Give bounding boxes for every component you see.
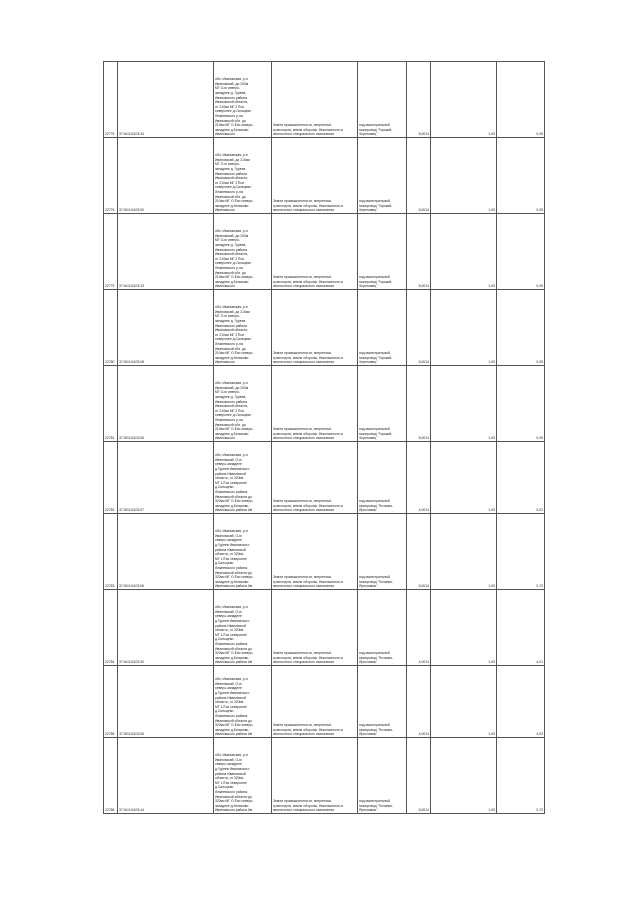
permitted-use-cell xyxy=(358,442,407,514)
row-number-cell: 22779 xyxy=(104,214,118,290)
address-cell-line: Ивановского района xyxy=(215,247,248,252)
address-cell-line: Лежневского р-на xyxy=(215,114,243,119)
address-cell-line: Лежневского района xyxy=(215,490,248,495)
cadastral-number-cell: 37:05:011103:06 xyxy=(118,514,214,590)
row-number-cell: 22786 xyxy=(104,738,118,814)
address-cell-line: Лежневского р-на xyxy=(215,266,243,271)
row-number-cell: 22782 xyxy=(104,442,118,514)
permitted-use-cell-line: газопровод "Починки- xyxy=(359,803,394,808)
permitted-use-cell-line: Череповец" xyxy=(359,436,378,441)
land-category-cell-line: транспорта, земли обороны, безопасности и xyxy=(273,655,344,660)
permitted-use-cell xyxy=(358,590,407,666)
coefficient-cell: 1,00 xyxy=(431,738,497,814)
coefficient-cell: 1,00 xyxy=(431,666,497,738)
address-cell-line: Лежневского р-на xyxy=(215,342,243,347)
address-cell-line: западнее д.Бельково xyxy=(215,579,249,584)
area-cell: 8,0014 xyxy=(407,290,431,366)
address-cell-line: обл. Ивановская, р-н xyxy=(215,677,248,682)
land-category-cell xyxy=(272,366,358,442)
land-category-cell-line: земли иного специального назначения xyxy=(273,584,335,589)
address-cell-line: Ивановский, до 200м xyxy=(215,81,249,86)
value-cell: 0,05 xyxy=(497,214,545,290)
address-cell-line: д.Сильцево xyxy=(215,785,234,790)
address-cell-line: западнее д.Бельково xyxy=(215,655,249,660)
land-category-cell-line: земли иного специального назначения xyxy=(273,508,335,513)
address-cell-line: северо-западнее xyxy=(215,538,242,543)
land-category-cell-line: транспорта, земли обороны, безопасности и xyxy=(273,127,344,132)
address-cell-line: обл. Ивановская, р-н xyxy=(215,453,248,458)
address-cell-line: Ивановского xyxy=(215,360,235,365)
cadastral-number-cell: 37:05:011103:08 xyxy=(118,290,214,366)
address-cell-line: западнее д.Бельково xyxy=(215,127,249,132)
permitted-use-cell-line: газопровод "Починки- xyxy=(359,503,394,508)
value-cell: 0,72 xyxy=(497,514,545,590)
land-category-cell-line: транспорта, земли обороны, безопасности и xyxy=(273,803,344,808)
area-cell: 8,0014 xyxy=(407,62,431,138)
permitted-use-cell-line: под магистральный xyxy=(359,199,390,204)
permitted-use-cell-line: Череповец" xyxy=(359,360,378,365)
permitted-use-cell-line: под магистральный xyxy=(359,723,390,728)
address-cell xyxy=(214,442,272,514)
address-cell-line: Ивановского района xyxy=(215,399,248,404)
address-cell-line: северо-западнее xyxy=(215,462,242,467)
address-cell-line: Ивановской области, xyxy=(215,328,249,333)
address-cell-line: д.Гуреев Ивановского xyxy=(215,467,250,472)
permitted-use-cell-line: под магистральный xyxy=(359,351,390,356)
permitted-use-cell-line: Череповец" xyxy=(359,284,378,289)
address-cell-line: 210км МГ О Ёси северо- xyxy=(215,199,254,204)
row-number-cell: 22780 xyxy=(104,290,118,366)
land-category-cell-line: транспорта, земли обороны, безопасности и xyxy=(273,503,344,508)
address-cell-line: Ивановский, О-ю xyxy=(215,681,242,686)
row-number-cell: 22785 xyxy=(104,666,118,738)
table-row xyxy=(104,514,545,590)
address-cell-line: Ивановский, О-ю xyxy=(215,757,242,762)
address-cell-line: Ивановской обл. до xyxy=(215,194,246,199)
land-category-cell-line: транспорта, земли обороны, безопасности и xyxy=(273,431,344,436)
address-cell-line: северо-западнее xyxy=(215,762,242,767)
land-category-cell-line: Земли промышленности, энергетики, xyxy=(273,123,332,128)
land-category-cell-line: земли иного специального назначения xyxy=(273,732,335,737)
permitted-use-cell xyxy=(358,366,407,442)
area-cell: 8,0014 xyxy=(407,214,431,290)
address-cell-line: Ивановской области до xyxy=(215,646,253,651)
address-cell-line: западнее д. Гуреев xyxy=(215,319,246,324)
land-category-cell-line: Земли промышленности, энергетики, xyxy=(273,799,332,804)
address-cell-line: Лежневского района xyxy=(215,714,248,719)
address-cell-line: западнее д.Бельково xyxy=(215,203,249,208)
address-cell-line: 210км МГ О Ёси северо- xyxy=(215,123,254,128)
permitted-use-cell-line: газопровод "Горький- xyxy=(359,355,393,360)
address-cell-line: Ивановской обл. до xyxy=(215,270,246,275)
address-cell-line: Ивановского xyxy=(215,284,235,289)
land-category-cell-line: транспорта, земли обороны, безопасности и xyxy=(273,203,344,208)
land-category-cell xyxy=(272,666,358,738)
address-cell-line: Лежневского р-на xyxy=(215,190,243,195)
value-cell: 0,05 xyxy=(497,62,545,138)
address-cell-line: западнее д. Гуреев, xyxy=(215,243,247,248)
address-cell-line: Ивановской обл. до xyxy=(215,346,246,351)
permitted-use-cell xyxy=(358,290,407,366)
table-row xyxy=(104,738,545,814)
address-cell-line: д.Гуреев Ивановского xyxy=(215,767,250,772)
permitted-use-cell-line: газопровод "Починки- xyxy=(359,579,394,584)
address-cell-line: Ивановский, О-ю xyxy=(215,533,242,538)
address-cell xyxy=(214,138,272,214)
address-cell-line: от 210км МГ 2 Ёси xyxy=(215,180,245,185)
land-category-cell xyxy=(272,442,358,514)
value-cell: 0,05 xyxy=(497,366,545,442)
address-cell-line: северо-западнее xyxy=(215,686,242,691)
land-category-cell-line: земли иного специального назначения xyxy=(273,132,335,137)
address-cell-line: 320км МГ О Ёси северо- xyxy=(215,799,254,804)
address-cell-line: 320км МГ О Ёси северо- xyxy=(215,575,254,580)
address-cell-line: Ивановский, до 210км xyxy=(215,309,250,314)
address-cell-line: Ивановского xyxy=(215,208,235,213)
address-cell-line: обл. Ивановская, р-н xyxy=(215,305,248,310)
address-cell-line: Ивановской обл. до xyxy=(215,422,246,427)
land-category-cell xyxy=(272,514,358,590)
area-cell: 8,0014 xyxy=(407,138,431,214)
address-cell-line: обл. Ивановская, р-н xyxy=(215,381,248,386)
value-cell: 4,01 xyxy=(497,590,545,666)
address-cell-line: Ивановской области, xyxy=(215,404,249,409)
land-plots-table xyxy=(103,61,545,814)
table-row xyxy=(104,62,545,138)
row-number-cell: 22783 xyxy=(104,514,118,590)
address-cell-line: западнее д. Гуреев xyxy=(215,167,246,172)
permitted-use-cell-line: газопровод "Горький- xyxy=(359,431,393,436)
address-cell-line: д.Сильцево xyxy=(215,485,234,490)
address-cell-line: 320км МГ О Ёси северо- xyxy=(215,499,254,504)
permitted-use-cell xyxy=(358,138,407,214)
coefficient-cell: 1,00 xyxy=(431,290,497,366)
land-category-cell xyxy=(272,138,358,214)
permitted-use-cell xyxy=(358,738,407,814)
address-cell-line: МГ О-ю северо- xyxy=(215,162,240,167)
address-cell-line: 210км МГ О Ёси северо- xyxy=(215,427,254,432)
address-cell xyxy=(214,514,272,590)
row-number-cell: 22776 xyxy=(104,138,118,214)
permitted-use-cell-line: газопровод "Горький- xyxy=(359,203,393,208)
address-cell-line: обл. Ивановская, р-н xyxy=(215,529,248,534)
address-cell-line: МГ О-ю северо- xyxy=(215,314,240,319)
table-row xyxy=(104,290,545,366)
land-category-cell-line: транспорта, земли обороны, безопасности и xyxy=(273,279,344,284)
address-cell-line: района Ивановской xyxy=(215,471,246,476)
table-row xyxy=(104,590,545,666)
land-category-cell-line: Земли промышленности, энергетики, xyxy=(273,723,332,728)
permitted-use-cell-line: под магистральный xyxy=(359,651,390,656)
address-cell-line: западнее д.Бельково xyxy=(215,503,249,508)
permitted-use-cell-line: под магистральный xyxy=(359,427,390,432)
address-cell-line: д.Гуреев Ивановского xyxy=(215,543,250,548)
permitted-use-cell-line: Ярославль" xyxy=(359,584,378,589)
address-cell-line: района Ивановской xyxy=(215,547,246,552)
permitted-use-cell xyxy=(358,514,407,590)
address-cell-line: МГ 1 Ёси северонее xyxy=(215,480,247,485)
address-cell-line: обл. Ивановская, р-н xyxy=(215,605,248,610)
row-number-cell: 22775 xyxy=(104,62,118,138)
area-cell: 4,0014 xyxy=(407,666,431,738)
address-cell-line: района Ивановской xyxy=(215,695,246,700)
land-category-cell xyxy=(272,738,358,814)
land-category-cell xyxy=(272,290,358,366)
address-cell-line: района Ивановской xyxy=(215,623,246,628)
land-category-cell-line: транспорта, земли обороны, безопасности и xyxy=(273,355,344,360)
coefficient-cell: 1,00 xyxy=(431,138,497,214)
land-category-cell-line: Земли промышленности, энергетики, xyxy=(273,575,332,580)
cadastral-number-cell: 37:04:011103:30 xyxy=(118,590,214,666)
permitted-use-cell xyxy=(358,62,407,138)
address-cell-line: Ивановской области, xyxy=(215,252,249,257)
value-cell: 0,05 xyxy=(497,290,545,366)
address-cell-line: Ивановского района Ив xyxy=(215,508,253,513)
table-row xyxy=(104,138,545,214)
address-cell-line: северо-западнее xyxy=(215,614,242,619)
address-cell-line: Ивановского района xyxy=(215,95,248,100)
coefficient-cell: 1,00 xyxy=(431,366,497,442)
permitted-use-cell-line: газопровод "Починки- xyxy=(359,655,394,660)
cadastral-number-cell: 37:05:011103:00 xyxy=(118,138,214,214)
coefficient-cell: 1,00 xyxy=(431,214,497,290)
address-cell-line: Ивановского района xyxy=(215,171,248,176)
address-cell xyxy=(214,666,272,738)
address-cell-line: д.Сильцево xyxy=(215,709,234,714)
land-category-cell-line: Земли промышленности, энергетики, xyxy=(273,199,332,204)
address-cell-line: Ивановской области до xyxy=(215,718,253,723)
area-cell: 8,0014 xyxy=(407,514,431,590)
address-cell-line: Ивановский, О-ю xyxy=(215,457,242,462)
land-category-cell-line: земли иного специального назначения xyxy=(273,360,335,365)
area-cell: 8,0014 xyxy=(407,738,431,814)
address-cell-line: от 210км МГ 2 Ёси xyxy=(215,332,245,337)
permitted-use-cell-line: газопровод "Починки- xyxy=(359,727,394,732)
address-cell-line: МГ О-ю северо- xyxy=(215,238,240,243)
table-body xyxy=(104,62,545,814)
land-category-cell xyxy=(272,214,358,290)
table-row xyxy=(104,666,545,738)
land-category-cell-line: земли иного специального назначения xyxy=(273,660,335,665)
value-cell: 0,72 xyxy=(497,738,545,814)
area-cell: 8,0014 xyxy=(407,366,431,442)
address-cell-line: Лежневского р-на xyxy=(215,418,243,423)
address-cell-line: 320км МГ О Ёси северо- xyxy=(215,651,254,656)
address-cell-line: Лежневского района xyxy=(215,790,248,795)
address-cell-line: Ивановский, до 210км xyxy=(215,157,250,162)
address-cell-line: северонее д.Сильцево xyxy=(215,185,252,190)
address-cell-line: Ивановского района xyxy=(215,323,248,328)
address-cell xyxy=(214,590,272,666)
address-cell-line: Ивановского района Ив xyxy=(215,808,253,813)
address-cell-line: Ивановского района Ив xyxy=(215,584,253,589)
cadastral-number-cell: 37:04:011103:33 xyxy=(118,214,214,290)
address-cell-line: МГ О-ю северо- xyxy=(215,86,240,91)
address-cell-line: области, от 320км xyxy=(215,552,244,557)
address-cell-line: западнее д. Гуреев, xyxy=(215,395,247,400)
address-cell xyxy=(214,62,272,138)
address-cell-line: Ивановский, О-ю xyxy=(215,609,242,614)
address-cell-line: западнее д.Бельково xyxy=(215,803,249,808)
land-category-cell xyxy=(272,62,358,138)
address-cell xyxy=(214,290,272,366)
cadastral-number-cell: 37:04:011103:34 xyxy=(118,62,214,138)
address-cell xyxy=(214,214,272,290)
permitted-use-cell-line: под магистральный xyxy=(359,123,390,128)
address-cell-line: Ивановской области до xyxy=(215,794,253,799)
coefficient-cell: 1,00 xyxy=(431,442,497,514)
permitted-use-cell-line: под магистральный xyxy=(359,275,390,280)
land-category-cell-line: транспорта, земли обороны, безопасности и xyxy=(273,579,344,584)
address-cell-line: д.Гуреев Ивановского xyxy=(215,691,250,696)
address-cell xyxy=(214,738,272,814)
address-cell-line: обл. Ивановская, р-н xyxy=(215,153,248,158)
table-row xyxy=(104,442,545,514)
address-cell-line: Ивановского xyxy=(215,436,235,441)
land-category-cell-line: земли иного специального назначения xyxy=(273,808,335,813)
address-cell xyxy=(214,366,272,442)
land-category-cell-line: земли иного специального назначения xyxy=(273,208,335,213)
address-cell-line: северонее д.Сильцево xyxy=(215,109,252,114)
address-cell-line: северонее д.Сильцево xyxy=(215,261,252,266)
permitted-use-cell-line: Череповец" xyxy=(359,132,378,137)
cadastral-number-cell: 37:04:011103:44 xyxy=(118,738,214,814)
address-cell-line: от 210км МГ 2 Ёси xyxy=(215,408,245,413)
address-cell-line: Ивановской области, xyxy=(215,100,249,105)
address-cell-line: 320км МГ О Ёси северо- xyxy=(215,723,254,728)
land-category-cell-line: земли иного специального назначения xyxy=(273,436,335,441)
address-cell-line: д.Сильцево xyxy=(215,561,234,566)
cadastral-number-cell: 37:05:011103:06 xyxy=(118,666,214,738)
permitted-use-cell-line: Ярославль" xyxy=(359,508,378,513)
cadastral-number-cell: 37:05:011103:06 xyxy=(118,366,214,442)
permitted-use-cell-line: газопровод "Горький- xyxy=(359,279,393,284)
cadastral-number-cell: 37:05:011103:07 xyxy=(118,442,214,514)
permitted-use-cell-line: Череповец" xyxy=(359,208,378,213)
address-cell-line: 210км МГ О Ёси северо- xyxy=(215,351,254,356)
address-cell-line: Ивановский, до 200м xyxy=(215,233,249,238)
address-cell-line: Ивановской области до xyxy=(215,494,253,499)
address-cell-line: северонее д.Сильцево xyxy=(215,337,252,342)
address-cell-line: от 210км МГ 2 Ёси xyxy=(215,104,245,109)
address-cell-line: западнее д. Гуреев, xyxy=(215,91,247,96)
coefficient-cell: 1,00 xyxy=(431,514,497,590)
address-cell-line: Ивановского района Ив xyxy=(215,732,253,737)
address-cell-line: Ивановский, до 200м xyxy=(215,385,249,390)
address-cell-line: Ивановской области до xyxy=(215,570,253,575)
permitted-use-cell xyxy=(358,666,407,738)
value-cell: 0,05 xyxy=(497,138,545,214)
land-category-cell-line: земли иного специального назначения xyxy=(273,284,335,289)
address-cell-line: Ивановской области, xyxy=(215,176,249,181)
land-category-cell-line: Земли промышленности, энергетики, xyxy=(273,351,332,356)
land-category-cell-line: Земли промышленности, энергетики, xyxy=(273,427,332,432)
address-cell-line: Ивановского xyxy=(215,132,235,137)
land-category-cell-line: транспорта, земли обороны, безопасности и xyxy=(273,727,344,732)
land-category-cell-line: Земли промышленности, энергетики, xyxy=(273,499,332,504)
permitted-use-cell-line: Ярославль" xyxy=(359,660,378,665)
address-cell-line: северонее д.Сильцево xyxy=(215,413,252,418)
address-cell-line: западнее д.Бельково xyxy=(215,355,249,360)
address-cell-line: МГ 1 Ёси северонее xyxy=(215,556,247,561)
address-cell-line: обл. Ивановская, р-н xyxy=(215,77,248,82)
address-cell-line: района Ивановской xyxy=(215,771,246,776)
address-cell-line: западнее д.Бельково xyxy=(215,431,249,436)
address-cell-line: Лежневского района xyxy=(215,642,248,647)
area-cell: 4,0014 xyxy=(407,442,431,514)
address-cell-line: Ивановской обл. до xyxy=(215,118,246,123)
permitted-use-cell-line: Ярославль" xyxy=(359,732,378,737)
address-cell-line: области, от 320км xyxy=(215,776,244,781)
coefficient-cell: 1,00 xyxy=(431,62,497,138)
coefficient-cell: 1,00 xyxy=(431,590,497,666)
land-category-cell-line: Земли промышленности, энергетики, xyxy=(273,275,332,280)
address-cell-line: области, от 320км xyxy=(215,476,244,481)
address-cell-line: д.Гуреев Ивановского xyxy=(215,619,250,624)
value-cell: 0,02 xyxy=(497,442,545,514)
address-cell-line: обл. Ивановская, р-н xyxy=(215,229,248,234)
table-row xyxy=(104,366,545,442)
address-cell-line: западнее д.Бельково xyxy=(215,279,249,284)
table-row xyxy=(104,214,545,290)
land-category-cell xyxy=(272,590,358,666)
address-cell-line: обл. Ивановская, р-н xyxy=(215,753,248,758)
permitted-use-cell-line: под магистральный xyxy=(359,799,390,804)
address-cell-line: Лежневского района xyxy=(215,566,248,571)
address-cell-line: области, от 320км xyxy=(215,700,244,705)
permitted-use-cell xyxy=(358,214,407,290)
address-cell-line: МГ О-ю северо- xyxy=(215,390,240,395)
row-number-cell: 22784 xyxy=(104,590,118,666)
permitted-use-cell-line: Ярославль" xyxy=(359,808,378,813)
address-cell-line: Ивановского района Ив xyxy=(215,660,253,665)
permitted-use-cell-line: газопровод "Горький- xyxy=(359,127,393,132)
address-cell-line: МГ 1 Ёси северонее xyxy=(215,632,247,637)
permitted-use-cell-line: под магистральный xyxy=(359,499,390,504)
permitted-use-cell-line: под магистральный xyxy=(359,575,390,580)
address-cell-line: от 210км МГ 2 Ёси xyxy=(215,256,245,261)
area-cell: 4,0014 xyxy=(407,590,431,666)
value-cell: 4,02 xyxy=(497,666,545,738)
address-cell-line: д.Сильцево xyxy=(215,637,234,642)
address-cell-line: области, от 320км xyxy=(215,628,244,633)
address-cell-line: МГ 1 Ёси северонее xyxy=(215,704,247,709)
address-cell-line: 210км МГ О Ёси северо- xyxy=(215,275,254,280)
address-cell-line: западнее д.Бельково xyxy=(215,727,249,732)
row-number-cell: 22781 xyxy=(104,366,118,442)
land-category-cell-line: Земли промышленности, энергетики, xyxy=(273,651,332,656)
address-cell-line: МГ 1 Ёси северонее xyxy=(215,780,247,785)
